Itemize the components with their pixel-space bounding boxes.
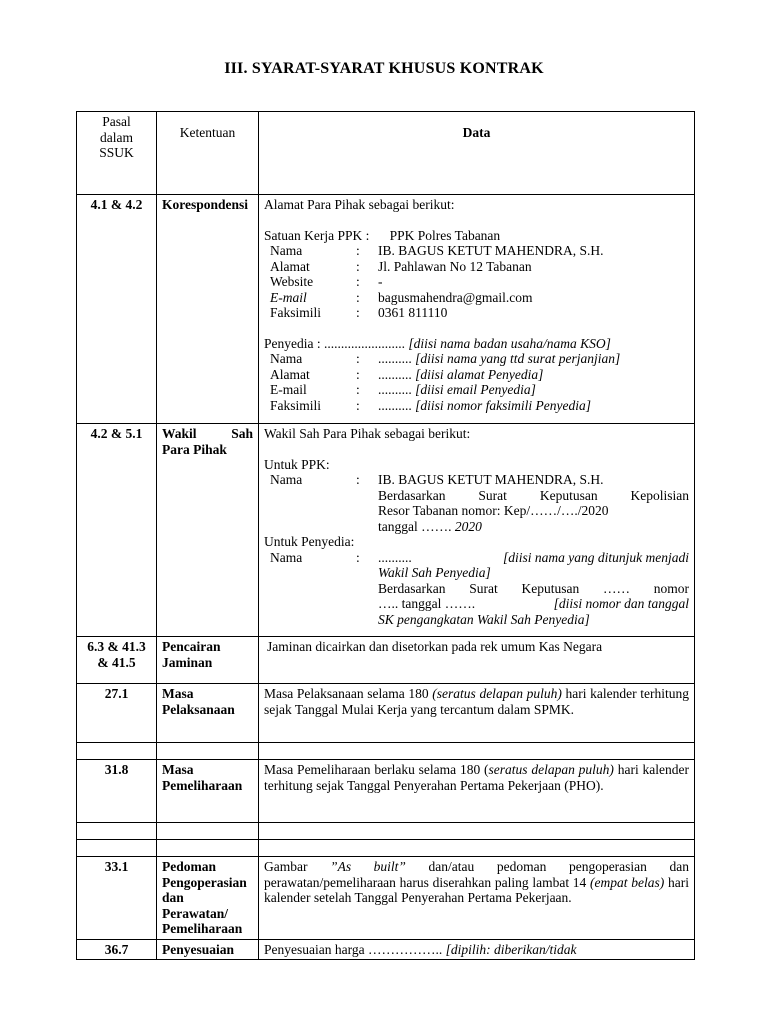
header-pasal: Pasal dalam SSUK (77, 112, 157, 195)
data-cell: Wakil Sah Para Pihak sebagai berikut: Untuk PPK: Nama : IB. BAGUS KETUT MAHENDRA, S.H. Berdasarkan Surat Keputusan Kepolisian Resor Tabanan nomor: Kep/……/…./2020 tanggal ……. 2020 Untuk Penyedia: Nama : .......... [diisi nama yang ditunjuk menjadi Wakil Sah Penyedia] Berdasarkan Surat Keputusan …… nomor ….. tanggal ……. [diisi nomor dan tanggal SK pengangkatan Wakil Sah Penyedia] (259, 424, 695, 637)
ppk-field: Faksimili : 0361 811110 (270, 305, 448, 320)
header-data: Data (259, 112, 695, 195)
pasal-cell: 4.1 & 4.2 (77, 195, 157, 424)
table-row (77, 424, 695, 637)
data-cell: Masa Pemeliharaan berlaku selama 180 (seratus delapan puluh) hari kalender terhitung sejak Tanggal Penyerahan Pertama Pekerjaan (PHO). (259, 760, 695, 823)
ketentuan-cell: Wakil Sah Para Pihak (157, 424, 259, 637)
data-cell: Penyesuaian harga …………….. [dipilih: diberikan/tidak (259, 939, 695, 960)
data-cell: Alamat Para Pihak sebagai berikut: Satuan Kerja PPK : PPK Polres Tabanan Nama : IB. BAGUS KETUT MAHENDRA, S.H. Alamat : Jl. Pahlawan No 12 Tabanan Website : - E-mail : bagusmahendra@gmail.com Faksimili : 0361 811110 Penyedia : ........................ [diisi nama badan usaha/nama KSO] Nama : .......... [diisi nama yang ttd surat perjanjian] Alamat : .......... [diisi alamat Penyedia] E-mail : .......... [diisi email Penyedia] Faksimili : .......... [diisi nomor faksimili Penyedia] (259, 195, 695, 424)
table-row (77, 684, 695, 743)
pasal-cell: 33.1 (77, 857, 157, 940)
data-cell: Jaminan dicairkan dan disetorkan pada rek umum Kas Negara (259, 637, 695, 684)
ppk-field: Website : - (270, 274, 383, 289)
ketentuan-cell: Masa Pemeliharaan (157, 760, 259, 823)
ssuk-table (76, 111, 695, 960)
pasal-cell: 6.3 & 41.3 & 41.5 (77, 637, 157, 684)
table-row (77, 760, 695, 823)
data-cell: Masa Pelaksanaan selama 180 (seratus delapan puluh) hari kalender terhitung sejak Tanggal Mulai Kerja yang tercantum dalam SPMK. (259, 684, 695, 743)
data-cell: Gambar ”As built” dan/atau pedoman pengoperasian dan perawatan/pemeliharaan harus diserahkan paling lambat 14 (empat belas) hari kalender setelah Tanggal Penyerahan Pertama Pekerjaan. (259, 857, 695, 940)
penyedia-field: Nama : .......... [diisi nama yang ttd surat perjanjian] (270, 351, 621, 366)
table-row (77, 857, 695, 940)
ketentuan-cell: Korespondensi (157, 195, 259, 424)
table-row (77, 637, 695, 684)
header-ketentuan: Ketentuan (157, 112, 259, 195)
empty-row (77, 743, 695, 760)
table-row (77, 939, 695, 960)
ppk-field: Alamat : Jl. Pahlawan No 12 Tabanan (270, 258, 532, 274)
table-header-row (77, 112, 695, 195)
page-title: III. SYARAT-SYARAT KHUSUS KONTRAK (224, 60, 544, 77)
pasal-cell: 31.8 (77, 760, 157, 823)
pasal-cell: 4.2 & 5.1 (77, 424, 157, 637)
ketentuan-cell: Pedoman Pengoperasian dan Perawatan/ Pemeliharaan (157, 857, 259, 940)
ppk-field: E-mail : bagusmahendra@gmail.com (270, 289, 533, 305)
empty-row (77, 840, 695, 857)
table-row (77, 195, 695, 424)
pasal-cell: 36.7 (77, 939, 157, 960)
empty-row (77, 823, 695, 840)
penyedia-field: Alamat : .......... [diisi alamat Penyedia] (270, 366, 544, 382)
ketentuan-cell: Masa Pelaksanaan (157, 684, 259, 743)
ketentuan-cell: Pencairan Jaminan (157, 637, 259, 684)
penyedia-field: E-mail : .......... [diisi email Penyedia] (270, 382, 536, 397)
penyedia-field: Faksimili : .......... [diisi nomor faksimili Penyedia] (270, 397, 591, 413)
ppk-field: Nama : IB. BAGUS KETUT MAHENDRA, S.H. (270, 243, 604, 258)
pasal-cell: 27.1 (77, 684, 157, 743)
ketentuan-cell: Penyesuaian (157, 939, 259, 960)
